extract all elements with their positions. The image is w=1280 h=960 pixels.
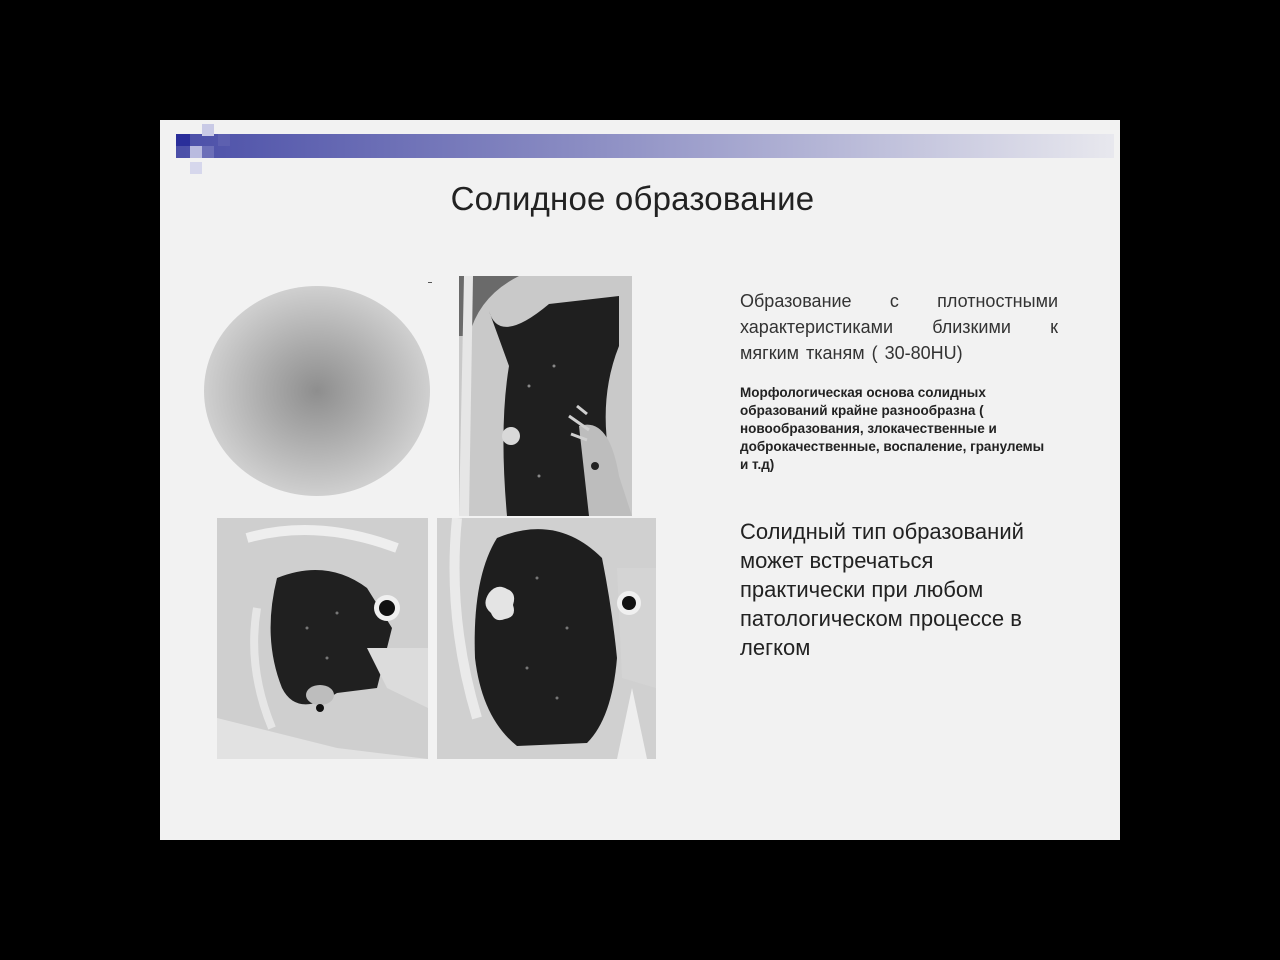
header-decor-square [202, 146, 214, 158]
header-decor-square [176, 134, 190, 146]
header-decor-square [218, 134, 230, 146]
slide-title: Солидное образование [450, 180, 815, 217]
header-decor-square [190, 146, 202, 158]
header-decor-bar [176, 134, 1114, 158]
ct-scan-lobulated-nodule [437, 518, 656, 759]
description-text: Образование с плотностными характеристиками близкими к мягким тканям ( 30-80HU) [740, 291, 1058, 363]
presentation-slide [160, 120, 1120, 840]
morphology-note: Морфологическая основа солидных образований крайне разнообразна ( новообразования, злокачественные и доброкачественные, воспаление, гранулемы и т.д) [740, 385, 1045, 472]
ct-scan-pleural-nodule [217, 518, 428, 759]
header-decor-square [190, 162, 202, 174]
decor-dash [428, 282, 432, 283]
header-decor-square [202, 124, 214, 136]
ct-scan-peripheral-nodule [459, 276, 632, 516]
summary-text: Солидный тип образований может встречаться практически при любом патологическом процессе в легком [740, 519, 1024, 660]
solid-nodule-schematic [204, 286, 430, 496]
